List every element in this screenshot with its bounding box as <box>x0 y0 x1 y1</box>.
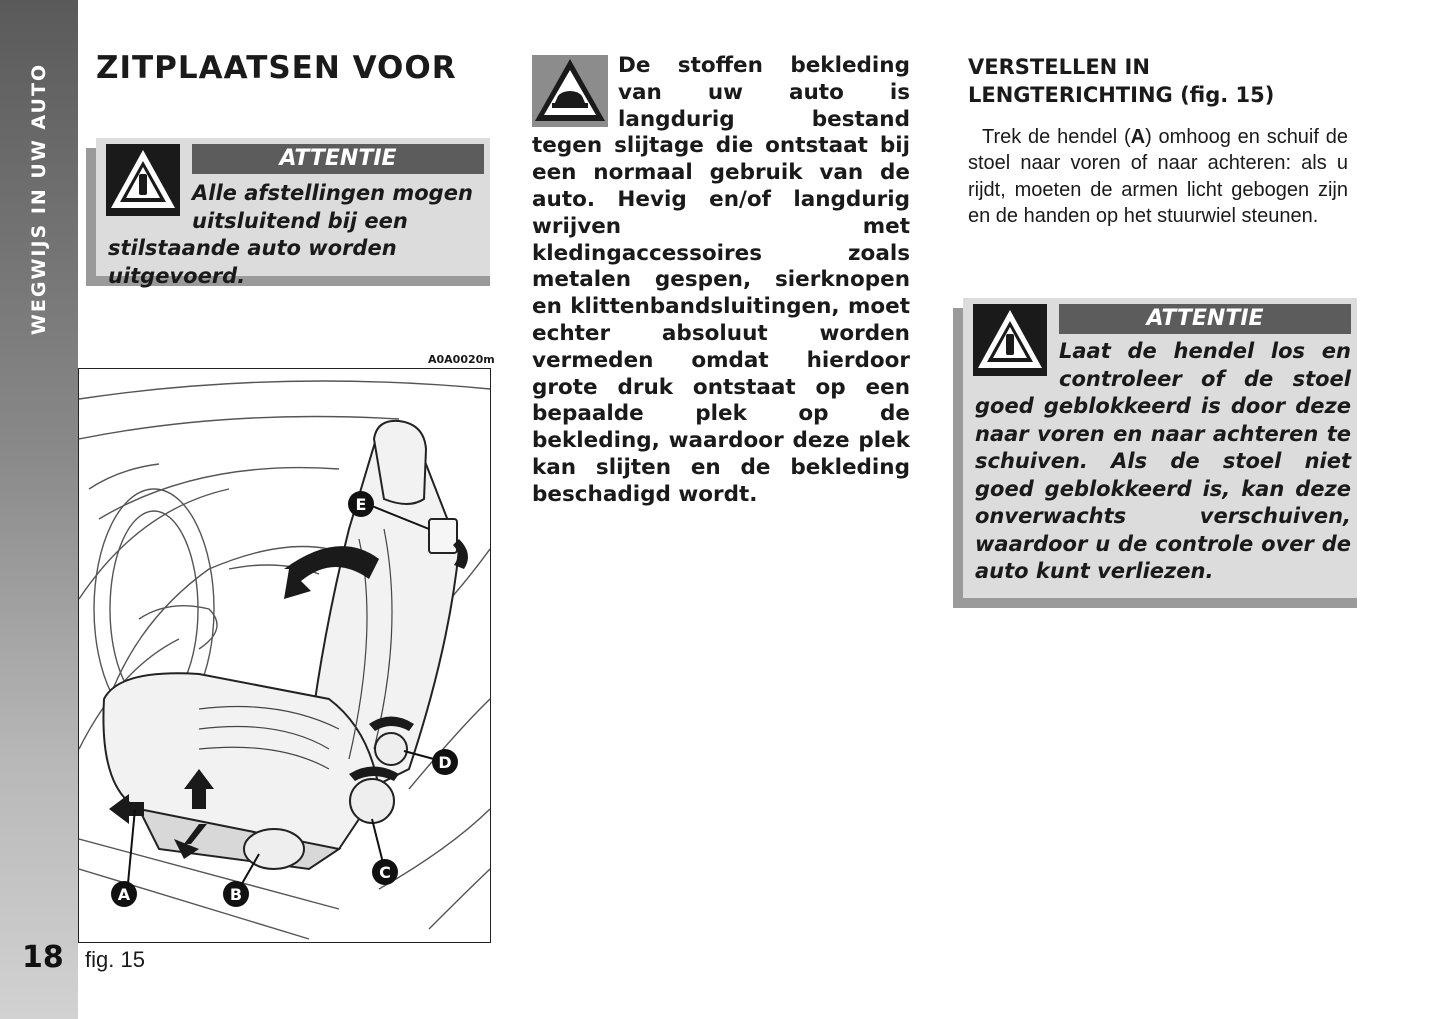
callout-c <box>372 859 398 885</box>
warning-box-seats <box>86 138 490 286</box>
svg-text:A: A <box>117 885 131 904</box>
warning-text: Alle afstellingen mogen uitsluitend bij een stilstaande auto worden uitgevoerd. <box>108 181 473 288</box>
section-heading: VERSTELLEN IN LENGTERICHTING (fig. 15) <box>968 55 1275 107</box>
callout-d <box>432 749 458 775</box>
warning-label: ATTENTIE <box>192 144 484 174</box>
adjustment-instructions: Trek de hendel (A) omhoog en schuif de stoel naar voren of naar achteren: als u rijdt, moeten de armen licht gebogen zijn en de handen op het stuurwiel steunen. <box>968 126 1348 228</box>
page-number: 18 <box>22 940 64 975</box>
figure-code: A0A0020m <box>428 353 495 366</box>
svg-text:D: D <box>438 753 452 772</box>
warning-text: Laat de hendel los en controleer of de stoel goed geblokkeerd is door deze naar voren en naar achteren te schuiven. Als de stoel niet goed geblokkeerd is, kan deze onverwachts verschuiven, waardoor u de controle over de auto kunt verliezen. <box>975 339 1351 583</box>
section-title: WEGWIJS IN UW AUTO <box>28 62 50 336</box>
svg-text:B: B <box>229 885 243 904</box>
sidebar <box>0 0 78 1019</box>
svg-text:E: E <box>355 495 367 514</box>
upholstery-note: De stoffen bekleding van uw auto is langdurig bestand tegen slijtage die ontstaat bij een normaal gebruik van de auto. Hevig en/of langdurig wrijven met kledingaccessoires zoals metalen gespen, sierknopen en klittenbandsluitingen, moet echter absoluut worden vermeden omdat hierdoor grote druk ontstaat op een bepaalde plek op de bekleding, waardoor deze plek kan slijten en de bekleding beschadigd wordt. <box>532 53 910 507</box>
callout-e <box>348 491 374 517</box>
callout-a <box>111 881 137 907</box>
callout-b <box>223 881 249 907</box>
warning-label: ATTENTIE <box>1059 304 1351 334</box>
svg-text:C: C <box>379 863 391 882</box>
warning-box-lever <box>953 298 1357 608</box>
figure-caption: fig. 15 <box>85 947 145 972</box>
seat-figure <box>78 368 491 943</box>
seat-illustration <box>79 369 490 942</box>
page-title: ZITPLAATSEN VOOR <box>96 50 457 86</box>
